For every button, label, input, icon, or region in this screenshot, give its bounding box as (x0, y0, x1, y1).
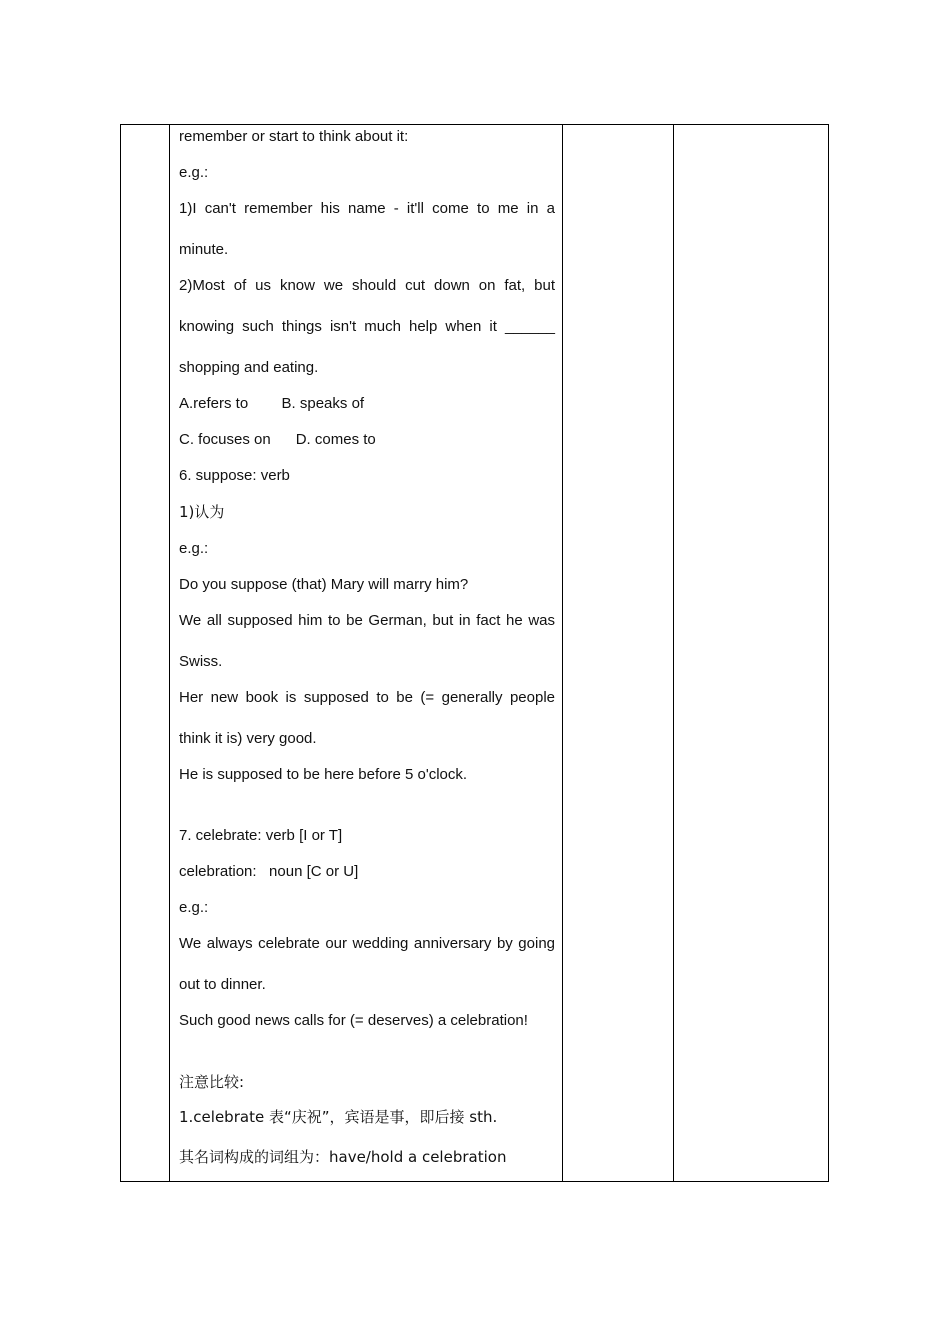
section-heading: 6. suppose: verb (179, 467, 290, 484)
text-line: think it is) very good. (179, 730, 317, 747)
text-line: e.g.: (179, 164, 209, 181)
vocabulary-table (120, 124, 829, 1182)
text-line: 其名词构成的词组为：have/hold a celebration (179, 1148, 507, 1166)
text-line: out to dinner. (179, 976, 266, 993)
text-line: Swiss. (179, 653, 223, 670)
text-line: We always celebrate our wedding anniversary by going (179, 935, 555, 952)
option-line: A.refers to B. speaks of (179, 395, 365, 412)
option-line: C. focuses on D. comes to (179, 431, 376, 448)
text-line: Her new book is supposed to be (= generally people (179, 689, 555, 706)
text-line: knowing such things isn't much help when it ______ (179, 318, 555, 335)
text-line: He is supposed to be here before 5 o'clock. (179, 766, 468, 783)
text-line: shopping and eating. (179, 359, 319, 376)
text-line: Do you suppose (that) Mary will marry him? (179, 576, 469, 593)
text-line: 1)认为 (179, 503, 225, 521)
text-line: celebration: noun [C or U] (179, 863, 359, 880)
text-line: 2)Most of us know we should cut down on fat, but (179, 277, 555, 294)
text-line: remember or start to think about it: (179, 128, 409, 145)
text-line: We all supposed him to be German, but in fact he was (179, 612, 555, 629)
column-divider (673, 125, 674, 1181)
column-divider (562, 125, 563, 1181)
section-heading: 注意比较: (179, 1073, 245, 1091)
text-line: Such good news calls for (= deserves) a celebration! (179, 1012, 528, 1029)
text-line: 1.celebrate 表“庆祝”，宾语是事，即后接 sth. (179, 1108, 498, 1126)
text-line: e.g.: (179, 540, 209, 557)
text-line: minute. (179, 241, 229, 258)
text-line: 1)I can't remember his name - it'll come to me in a (179, 200, 555, 217)
column-divider (169, 125, 170, 1181)
text-line: e.g.: (179, 899, 209, 916)
section-heading: 7. celebrate: verb [I or T] (179, 827, 343, 844)
